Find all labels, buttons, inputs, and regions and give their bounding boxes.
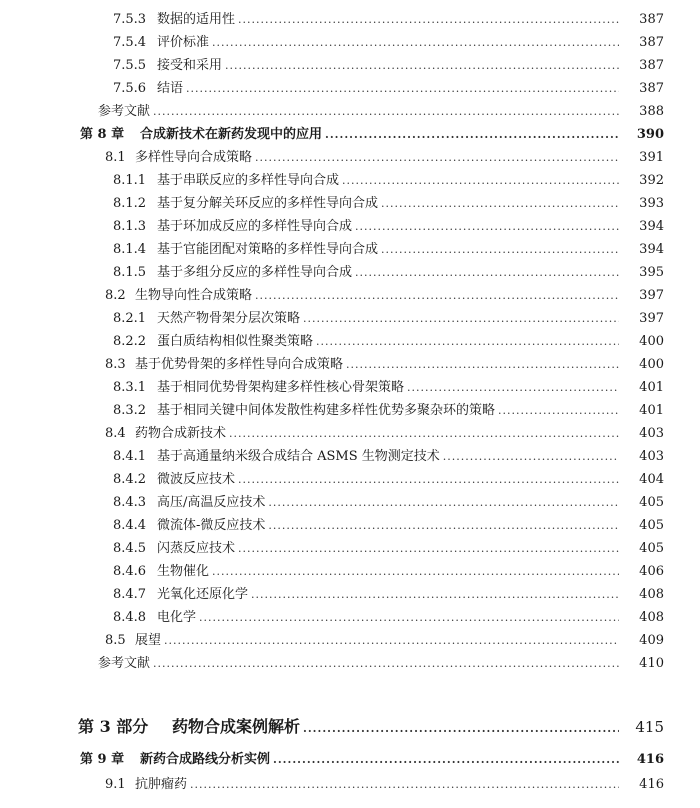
toc-entry[interactable] — [0, 494, 700, 512]
page-number: 397 — [639, 288, 664, 303]
page-number: 392 — [639, 173, 664, 188]
toc-entry-references[interactable] — [0, 655, 700, 673]
section-number: 8.3 — [105, 357, 126, 372]
section-number: 8.1.2 — [113, 196, 147, 211]
chapter-title: 合成新技术在新药发现中的应用 — [140, 127, 323, 142]
dot-leader — [355, 218, 619, 236]
section-title: 高压/高温反应技术 — [157, 495, 266, 510]
section-title: 展望 — [135, 633, 162, 648]
section-number: 7.5.4 — [113, 35, 147, 50]
dot-leader — [190, 776, 619, 794]
dot-leader — [346, 356, 619, 374]
dot-leader — [251, 586, 619, 604]
dot-leader — [225, 57, 619, 75]
section-title: 参考文献 — [98, 104, 151, 119]
page-number: 388 — [639, 104, 664, 119]
section-number: 8.1.4 — [113, 242, 147, 257]
section-title: 电化学 — [157, 610, 197, 625]
dot-leader — [186, 80, 619, 98]
page-number: 408 — [639, 610, 664, 625]
section-number: 7.5.5 — [113, 58, 147, 73]
page-number: 394 — [639, 219, 664, 234]
chapter-title: 新药合成路线分析实例 — [140, 752, 271, 767]
section-title: 蛋白质结构相似性聚类策略 — [157, 334, 314, 349]
section-title: 基于相同关键中间体发散性构建多样性优势多聚杂环的策略 — [157, 403, 496, 418]
dot-leader — [381, 195, 619, 213]
dot-leader — [303, 310, 619, 328]
section-title: 基于多组分反应的多样性导向合成 — [157, 265, 353, 280]
dot-leader — [268, 517, 619, 535]
section-number: 8.2.2 — [113, 334, 147, 349]
section-title: 基于串联反应的多样性导向合成 — [157, 173, 340, 188]
toc-entry[interactable] — [0, 57, 700, 75]
page-number: 387 — [639, 81, 664, 96]
toc-entry[interactable] — [0, 448, 700, 466]
toc-entry[interactable] — [0, 310, 700, 328]
part-number: 第 3 部分 — [78, 717, 149, 736]
section-title: 光氧化还原化学 — [157, 587, 249, 602]
dot-leader — [255, 149, 619, 167]
page-number: 405 — [639, 541, 664, 556]
dot-leader — [325, 126, 619, 144]
page-number: 401 — [639, 403, 664, 418]
toc-entry[interactable] — [0, 540, 700, 558]
page-number: 387 — [639, 58, 664, 73]
page-number: 400 — [639, 357, 664, 372]
section-title: 药物合成新技术 — [135, 426, 227, 441]
dot-leader — [238, 471, 619, 489]
dot-leader — [498, 402, 619, 420]
chapter-number: 第 8 章 — [80, 127, 125, 142]
section-number: 9.1 — [105, 777, 126, 792]
page-number: 394 — [639, 242, 664, 257]
page-number: 397 — [639, 311, 664, 326]
section-title: 生物导向性合成策略 — [135, 288, 253, 303]
section-number: 7.5.3 — [113, 12, 147, 27]
section-title: 抗肿瘤药 — [135, 777, 188, 792]
section-number: 8.3.2 — [113, 403, 147, 418]
section-title: 微流体-微反应技术 — [157, 518, 266, 533]
toc-entry[interactable] — [0, 609, 700, 627]
section-number: 8.5 — [105, 633, 126, 648]
dot-leader — [153, 655, 619, 673]
toc-entry[interactable] — [0, 149, 700, 167]
page-number: 406 — [639, 564, 664, 579]
page-number: 409 — [639, 633, 664, 648]
section-title: 闪蒸反应技术 — [157, 541, 236, 556]
section-number: 7.5.6 — [113, 81, 147, 96]
toc-entry[interactable] — [0, 356, 700, 374]
section-title: 多样性导向合成策略 — [135, 150, 253, 165]
section-title: 天然产物骨架分层次策略 — [157, 311, 301, 326]
section-number: 8.4 — [105, 426, 126, 441]
toc-entry[interactable] — [0, 172, 700, 190]
section-title: 微波反应技术 — [157, 472, 236, 487]
section-number: 8.1.1 — [113, 173, 147, 188]
section-title: 数据的适用性 — [157, 12, 236, 27]
section-title: 评价标准 — [157, 35, 210, 50]
section-title: 基于优势骨架的多样性导向合成策略 — [135, 357, 344, 372]
toc-entry[interactable] — [0, 11, 700, 29]
toc-entry[interactable] — [0, 776, 700, 794]
dot-leader — [303, 718, 619, 740]
section-number: 8.2 — [105, 288, 126, 303]
page-number: 403 — [639, 426, 664, 441]
dot-leader — [443, 448, 619, 466]
section-number: 8.3.1 — [113, 380, 147, 395]
dot-leader — [164, 632, 619, 650]
section-title: 接受和采用 — [157, 58, 223, 73]
dot-leader — [212, 563, 619, 581]
section-title: 生物催化 — [157, 564, 210, 579]
dot-leader — [255, 287, 619, 305]
toc-entry-references[interactable] — [0, 103, 700, 121]
page-number: 390 — [636, 127, 664, 142]
page-number: 405 — [639, 518, 664, 533]
section-number: 8.4.2 — [113, 472, 147, 487]
dot-leader — [153, 103, 619, 121]
toc-entry[interactable] — [0, 287, 700, 305]
dot-leader — [238, 11, 619, 29]
toc-entry[interactable] — [0, 34, 700, 52]
toc-entry[interactable] — [0, 333, 700, 351]
dot-leader — [229, 425, 619, 443]
part-title: 药物合成案例解析 — [172, 717, 301, 736]
page-number: 408 — [639, 587, 664, 602]
section-number: 8.1.5 — [113, 265, 147, 280]
section-title: 基于官能团配对策略的多样性导向合成 — [157, 242, 379, 257]
toc-entry[interactable] — [0, 195, 700, 213]
toc-entry-part[interactable] — [0, 716, 700, 738]
section-number: 8.4.4 — [113, 518, 147, 533]
dot-leader — [381, 241, 619, 259]
section-title: 基于环加成反应的多样性导向合成 — [157, 219, 353, 234]
toc-entry[interactable] — [0, 425, 700, 443]
dot-leader — [238, 540, 619, 558]
chapter-number: 第 9 章 — [80, 752, 125, 767]
section-number: 8.1 — [105, 150, 126, 165]
section-number: 8.4.1 — [113, 449, 147, 464]
page-number: 416 — [636, 752, 664, 767]
page-number: 410 — [639, 656, 664, 671]
dot-leader — [199, 609, 619, 627]
page-number: 387 — [639, 35, 664, 50]
section-number: 8.4.3 — [113, 495, 147, 510]
dot-leader — [355, 264, 619, 282]
section-title: 基于复分解关环反应的多样性导向合成 — [157, 196, 379, 211]
dot-leader — [407, 379, 619, 397]
section-number: 8.4.6 — [113, 564, 147, 579]
page-number: 393 — [639, 196, 664, 211]
toc-entry[interactable] — [0, 563, 700, 581]
toc-entry[interactable] — [0, 402, 700, 420]
section-number: 8.4.8 — [113, 610, 147, 625]
toc-entry[interactable] — [0, 517, 700, 535]
page-number: 400 — [639, 334, 664, 349]
dot-leader — [342, 172, 619, 190]
toc-entry[interactable] — [0, 80, 700, 98]
section-title: 基于相同优势骨架构建多样性核心骨架策略 — [157, 380, 405, 395]
page-number: 401 — [639, 380, 664, 395]
section-title: 参考文献 — [98, 656, 151, 671]
section-number: 8.2.1 — [113, 311, 147, 326]
toc-entry[interactable] — [0, 471, 700, 489]
section-number: 8.4.7 — [113, 587, 147, 602]
toc-entry[interactable] — [0, 218, 700, 236]
dot-leader — [316, 333, 619, 351]
toc-entry[interactable] — [0, 241, 700, 259]
toc-entry[interactable] — [0, 264, 700, 282]
toc-entry[interactable] — [0, 632, 700, 650]
page-number: 404 — [639, 472, 664, 487]
toc-entry[interactable] — [0, 379, 700, 397]
section-number: 8.1.3 — [113, 219, 147, 234]
page-number: 403 — [639, 449, 664, 464]
section-title: 结语 — [157, 81, 184, 96]
toc-entry[interactable] — [0, 586, 700, 604]
section-title: 基于高通量纳米级合成结合 ASMS 生物测定技术 — [157, 449, 440, 464]
page-number: 416 — [639, 777, 664, 792]
toc-entry-chapter[interactable] — [0, 751, 700, 769]
dot-leader — [268, 494, 619, 512]
toc-entry-chapter[interactable] — [0, 126, 700, 144]
dot-leader — [212, 34, 619, 52]
page-number: 395 — [639, 265, 664, 280]
page-number: 387 — [639, 12, 664, 27]
section-number: 8.4.5 — [113, 541, 147, 556]
page-number: 415 — [635, 718, 664, 736]
page-number: 405 — [639, 495, 664, 510]
page-number: 391 — [639, 150, 664, 165]
dot-leader — [273, 751, 619, 769]
